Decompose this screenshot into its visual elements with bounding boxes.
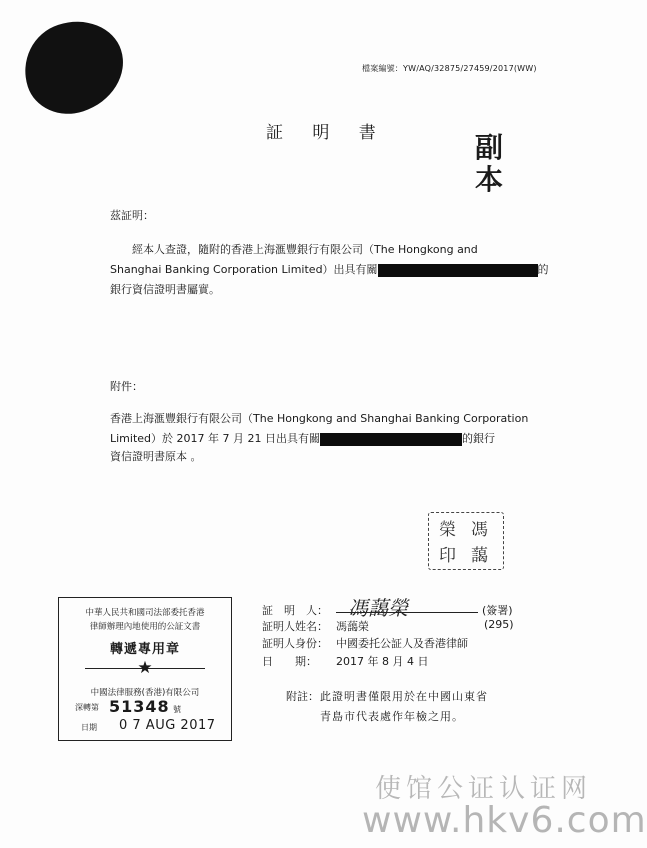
label-identity: 証明人身份：	[262, 637, 328, 650]
certificate-date: 2017 年 8 月 4 日	[336, 655, 429, 668]
note-line2: 青島市代表處作年檢之用。	[320, 710, 464, 723]
label-certifier: 証 明 人：	[262, 604, 328, 617]
para1-line2	[110, 260, 549, 280]
stamp-title: 轉遞專用章	[109, 642, 180, 657]
para1-line2-pre: Shanghai Banking Corporation Limited）出具有關	[110, 263, 378, 276]
intro-text: 茲証明：	[110, 209, 154, 222]
note-label: 附註：	[286, 690, 319, 703]
certifier-name: 馮藹榮	[336, 620, 369, 633]
watermark-cn: 使馆公证认证网	[375, 774, 593, 804]
para1-line3: 銀行資信證明書屬實。	[110, 283, 220, 296]
note-line1: 此證明書僅限用於在中國山東省	[320, 690, 488, 703]
attachment-line2	[110, 429, 495, 449]
attachment-line3: 資信證明書原本 。	[110, 450, 202, 463]
label-date: 日 期：	[262, 655, 317, 668]
stamp-number-suffix: 號	[173, 705, 181, 714]
transfer-stamp	[58, 597, 232, 741]
signature-line	[336, 612, 478, 613]
star-icon: ★	[137, 658, 153, 678]
stamp-date: 0 7 AUG 2017	[119, 718, 216, 733]
notary-seal	[428, 512, 504, 570]
stamp-number-label: 深轉第	[75, 703, 99, 712]
seal-char: 馮	[471, 520, 488, 540]
redaction-bar	[378, 264, 538, 277]
para1-line1: 經本人查證，隨附的香港上海滙豐銀行有限公司（The Hongkong and	[132, 243, 478, 256]
redaction-bar	[320, 433, 462, 446]
seal-char: 榮	[439, 520, 456, 540]
copy-mark: 副本	[474, 131, 503, 196]
stamp-line2: 律師辦理內地使用的公証文書	[89, 622, 201, 632]
attachment-line1: 香港上海滙豐銀行有限公司（The Hongkong and Shanghai Banking Corporation	[110, 412, 529, 425]
sign-note: (簽署)	[482, 604, 513, 617]
signature: 馮藹榮	[348, 596, 408, 620]
stamp-company: 中國法律服務(香港)有限公司	[90, 688, 200, 698]
seal-char: 印	[439, 546, 456, 566]
page-title: 証 明 書	[266, 123, 388, 143]
certifier-number: (295)	[484, 618, 514, 631]
stamp-date-label: 日期	[81, 723, 97, 732]
attachment-line2-pre: Limited）於 2017 年 7 月 21 日出具有關	[110, 432, 320, 445]
stamp-number: 51348	[109, 697, 170, 716]
label-name: 証明人姓名：	[262, 620, 328, 633]
file-number: 檔案編號：YW/AQ/32875/27459/2017(WW)	[362, 64, 537, 73]
attachment-label: 附件：	[110, 380, 143, 393]
stamp-line1: 中華人民共和國司法部委托香港	[85, 608, 205, 618]
attachment-line2-post: 的銀行	[462, 432, 495, 445]
redaction-blob	[13, 9, 136, 125]
watermark-url: www.hkv6.com	[362, 800, 647, 841]
certifier-identity: 中國委托公証人及香港律師	[336, 637, 468, 650]
seal-char: 藹	[471, 546, 488, 566]
para1-line2-post: 的	[537, 263, 549, 276]
